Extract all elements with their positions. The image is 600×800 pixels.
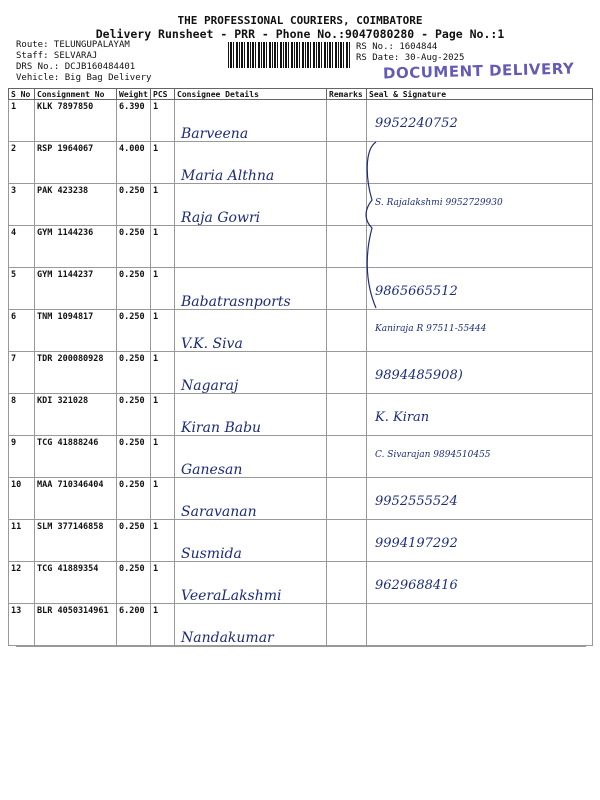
row-consignment-no: SLM 377146858 bbox=[35, 520, 117, 562]
vehicle: Vehicle: Big Bag Delivery bbox=[16, 73, 152, 83]
row-signature bbox=[367, 520, 593, 562]
row-sno: 10 bbox=[9, 478, 35, 520]
handwritten-signature: C. Sivarajan 9894510455 bbox=[375, 450, 491, 460]
col-consignment: Consignment No bbox=[35, 89, 117, 100]
row-pcs: 1 bbox=[151, 142, 175, 184]
table-row bbox=[9, 436, 593, 478]
row-consignment-no: KDI 321028 bbox=[35, 394, 117, 436]
route: Route: TELUNGUPALAYAM bbox=[16, 40, 130, 50]
row-sno: 7 bbox=[9, 352, 35, 394]
table-row bbox=[9, 562, 593, 604]
row-weight: 4.000 bbox=[117, 142, 151, 184]
row-consignment-no: RSP 1964067 bbox=[35, 142, 117, 184]
consignee-handwritten-name: Nagaraj bbox=[181, 378, 239, 394]
rs-date: RS Date: 30-Aug-2025 bbox=[356, 53, 465, 63]
row-pcs: 1 bbox=[151, 478, 175, 520]
row-remarks bbox=[327, 352, 367, 394]
table-row bbox=[9, 268, 593, 310]
row-weight: 0.250 bbox=[117, 184, 151, 226]
row-consignment-no: GYM 1144237 bbox=[35, 268, 117, 310]
row-sno: 1 bbox=[9, 100, 35, 142]
footer-line bbox=[16, 646, 586, 647]
row-consignment-no: PAK 423238 bbox=[35, 184, 117, 226]
row-signature bbox=[367, 478, 593, 520]
row-weight: 0.250 bbox=[117, 268, 151, 310]
row-pcs: 1 bbox=[151, 310, 175, 352]
row-remarks bbox=[327, 310, 367, 352]
row-remarks bbox=[327, 100, 367, 142]
row-consignee bbox=[175, 310, 327, 352]
row-consignee bbox=[175, 142, 327, 184]
row-weight: 0.250 bbox=[117, 310, 151, 352]
table-row bbox=[9, 100, 593, 142]
col-weight: Weight bbox=[117, 89, 151, 100]
consignee-handwritten-name: Barveena bbox=[181, 126, 249, 142]
row-pcs: 1 bbox=[151, 184, 175, 226]
row-consignment-no: TDR 200080928 bbox=[35, 352, 117, 394]
table-row bbox=[9, 520, 593, 562]
row-pcs: 1 bbox=[151, 562, 175, 604]
row-signature bbox=[367, 184, 593, 226]
row-consignee bbox=[175, 604, 327, 646]
row-consignee bbox=[175, 100, 327, 142]
table-row bbox=[9, 394, 593, 436]
row-consignee bbox=[175, 562, 327, 604]
table-row bbox=[9, 604, 593, 646]
row-pcs: 1 bbox=[151, 268, 175, 310]
row-weight: 0.250 bbox=[117, 436, 151, 478]
row-consignee bbox=[175, 478, 327, 520]
row-pcs: 1 bbox=[151, 394, 175, 436]
col-remarks: Remarks bbox=[327, 89, 367, 100]
company-title: THE PROFESSIONAL COURIERS, COIMBATORE bbox=[177, 14, 423, 27]
row-remarks bbox=[327, 268, 367, 310]
row-consignment-no: MAA 710346404 bbox=[35, 478, 117, 520]
row-pcs: 1 bbox=[151, 436, 175, 478]
row-pcs: 1 bbox=[151, 604, 175, 646]
bracket-mark bbox=[362, 140, 382, 310]
row-consignee bbox=[175, 226, 327, 268]
col-pcs: PCS bbox=[151, 89, 175, 100]
row-consignment-no: KLK 7897850 bbox=[35, 100, 117, 142]
table-row bbox=[9, 352, 593, 394]
table-row bbox=[9, 478, 593, 520]
row-consignee bbox=[175, 436, 327, 478]
row-signature bbox=[367, 604, 593, 646]
row-signature bbox=[367, 268, 593, 310]
document-delivery-stamp: DOCUMENT DELIVERY bbox=[382, 59, 575, 83]
row-weight: 0.250 bbox=[117, 478, 151, 520]
row-consignment-no: TCG 41889354 bbox=[35, 562, 117, 604]
handwritten-signature: Kaniraja R 97511-55444 bbox=[375, 324, 487, 334]
row-pcs: 1 bbox=[151, 352, 175, 394]
consignee-handwritten-name: Saravanan bbox=[181, 504, 257, 520]
row-signature bbox=[367, 352, 593, 394]
row-sno: 9 bbox=[9, 436, 35, 478]
table-header-row bbox=[9, 89, 593, 100]
row-signature bbox=[367, 226, 593, 268]
consignee-handwritten-name: VeeraLakshmi bbox=[181, 588, 282, 604]
consignee-handwritten-name: Susmida bbox=[181, 546, 242, 562]
row-weight: 6.390 bbox=[117, 100, 151, 142]
consignee-handwritten-name: V.K. Siva bbox=[181, 336, 243, 352]
table-row bbox=[9, 184, 593, 226]
handwritten-signature: 9952240752 bbox=[375, 116, 458, 131]
handwritten-signature: 9952555524 bbox=[375, 494, 458, 509]
row-sno: 4 bbox=[9, 226, 35, 268]
table-row bbox=[9, 142, 593, 184]
row-remarks bbox=[327, 184, 367, 226]
row-weight: 0.250 bbox=[117, 394, 151, 436]
row-signature bbox=[367, 562, 593, 604]
row-consignment-no: TNM 1094817 bbox=[35, 310, 117, 352]
row-sno: 12 bbox=[9, 562, 35, 604]
handwritten-signature: S. Rajalakshmi 9952729930 bbox=[375, 198, 503, 208]
row-sno: 6 bbox=[9, 310, 35, 352]
drs-number: DRS No.: DCJB160484401 bbox=[16, 62, 136, 72]
row-signature bbox=[367, 310, 593, 352]
row-sno: 11 bbox=[9, 520, 35, 562]
row-sno: 8 bbox=[9, 394, 35, 436]
row-sno: 2 bbox=[9, 142, 35, 184]
col-seal: Seal & Signature bbox=[367, 89, 593, 100]
row-consignee bbox=[175, 520, 327, 562]
col-sno: S No bbox=[9, 89, 35, 100]
table-row bbox=[9, 226, 593, 268]
col-consignee: Consignee Details bbox=[175, 89, 327, 100]
handwritten-signature: 9894485908) bbox=[375, 368, 463, 383]
row-weight: 6.200 bbox=[117, 604, 151, 646]
row-weight: 0.250 bbox=[117, 520, 151, 562]
row-remarks bbox=[327, 520, 367, 562]
consignee-handwritten-name: Ganesan bbox=[181, 462, 243, 478]
row-signature bbox=[367, 142, 593, 184]
consignee-handwritten-name: Nandakumar bbox=[181, 630, 274, 646]
row-consignee bbox=[175, 394, 327, 436]
row-signature bbox=[367, 436, 593, 478]
row-signature bbox=[367, 394, 593, 436]
consignee-handwritten-name: Kiran Babu bbox=[181, 420, 262, 436]
row-sno: 3 bbox=[9, 184, 35, 226]
row-remarks bbox=[327, 478, 367, 520]
row-weight: 0.250 bbox=[117, 352, 151, 394]
handwritten-signature: 9865665512 bbox=[375, 284, 458, 299]
row-consignee bbox=[175, 184, 327, 226]
row-consignment-no: TCG 41888246 bbox=[35, 436, 117, 478]
consignee-handwritten-name: Babatrasnports bbox=[181, 294, 291, 310]
row-consignee bbox=[175, 352, 327, 394]
row-pcs: 1 bbox=[151, 520, 175, 562]
table-row bbox=[9, 310, 593, 352]
row-remarks bbox=[327, 436, 367, 478]
handwritten-signature: K. Kiran bbox=[375, 410, 430, 425]
row-pcs: 1 bbox=[151, 226, 175, 268]
barcode bbox=[228, 42, 350, 68]
row-remarks bbox=[327, 604, 367, 646]
consignee-handwritten-name: Maria Althna bbox=[181, 168, 275, 184]
row-signature bbox=[367, 100, 593, 142]
row-remarks bbox=[327, 562, 367, 604]
handwritten-signature: 9994197292 bbox=[375, 536, 458, 551]
row-sno: 5 bbox=[9, 268, 35, 310]
row-remarks bbox=[327, 394, 367, 436]
row-remarks bbox=[327, 226, 367, 268]
row-pcs: 1 bbox=[151, 100, 175, 142]
consignee-handwritten-name: Raja Gowri bbox=[181, 210, 261, 226]
header-left-info bbox=[16, 40, 151, 84]
row-remarks bbox=[327, 142, 367, 184]
runsheet-title: Delivery Runsheet - PRR - Phone No.:9047080280 - Page No.:1 bbox=[95, 27, 505, 41]
row-consignment-no: BLR 4050314961 bbox=[35, 604, 117, 646]
header-right-info bbox=[356, 42, 464, 64]
row-weight: 0.250 bbox=[117, 562, 151, 604]
staff: Staff: SELVARAJ bbox=[16, 51, 98, 61]
runsheet-table bbox=[8, 88, 593, 646]
row-sno: 13 bbox=[9, 604, 35, 646]
row-consignment-no: GYM 1144236 bbox=[35, 226, 117, 268]
row-consignee bbox=[175, 268, 327, 310]
handwritten-signature: 9629688416 bbox=[375, 578, 458, 593]
row-weight: 0.250 bbox=[117, 226, 151, 268]
rs-number: RS No.: 1604844 bbox=[356, 42, 438, 52]
